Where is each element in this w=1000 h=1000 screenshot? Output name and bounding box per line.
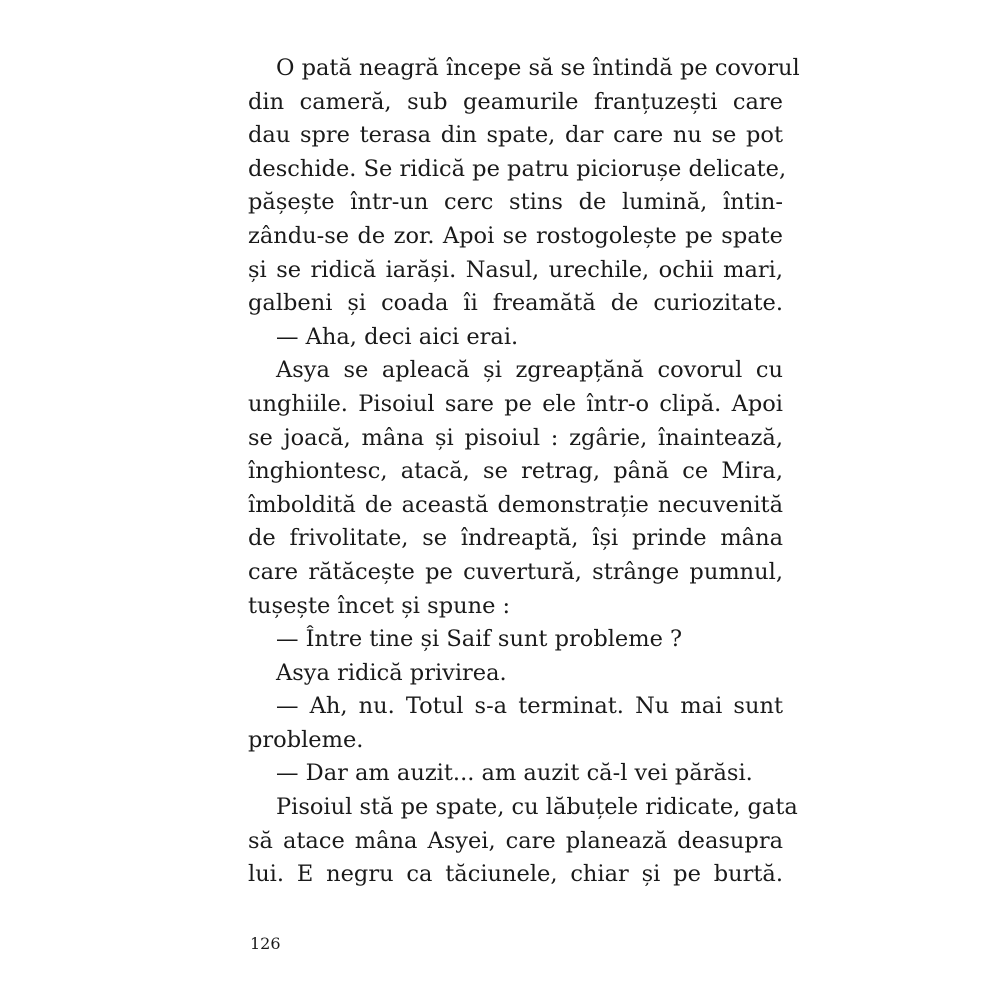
text-line-21: probleme.	[248, 726, 364, 753]
text-line-19: Asya ridică privirea.	[276, 659, 507, 686]
text-line-8: galbeni și coada îi freamătă de curiozitate.	[248, 290, 783, 317]
text-line-20: — Ah, nu. Totul s-a terminat. Nu mai sunt	[276, 693, 783, 720]
text-line-13: înghiontesc, atacă, se retrag, până ce Mira,	[248, 458, 783, 485]
text-line-18: — Între tine și Saif sunt probleme ?	[276, 626, 683, 653]
text-line-15: de frivolitate, se îndreaptă, își prinde mâna	[248, 525, 783, 552]
text-line-5: pășește într-un cerc stins de lumină, întin-	[248, 189, 783, 216]
text-line-24: să atace mâna Asyei, care planează deasupra	[248, 827, 783, 854]
text-line-14: îmboldită de această demonstrație necuvenită	[248, 491, 783, 518]
text-line-10: Asya se apleacă și zgreapțănă covorul cu	[276, 357, 783, 384]
page-number: 126	[250, 934, 281, 953]
text-line-9: — Aha, deci aici erai.	[276, 323, 519, 350]
text-line-3: dau spre terasa din spate, dar care nu se pot	[248, 122, 783, 149]
text-line-16: care rătăcește pe cuvertură, strânge pumnul,	[248, 558, 783, 585]
text-line-23: Pisoiul stă pe spate, cu lăbuțele ridicate, gata	[276, 794, 798, 821]
text-line-12: se joacă, mâna și pisoiul : zgârie, înaintează,	[248, 424, 783, 451]
text-line-7: și se ridică iarăși. Nasul, urechile, ochii mari,	[248, 256, 783, 283]
page-body-text	[248, 52, 800, 892]
text-line-25: lui. E negru ca tăciunele, chiar și pe burtă.	[248, 861, 783, 888]
text-line-4: deschide. Se ridică pe patru piciorușe delicate,	[248, 155, 787, 182]
text-line-22: — Dar am auzit... am auzit că-l vei părăsi.	[276, 760, 753, 787]
text-line-6: zându-se de zor. Apoi se rostogolește pe spate	[248, 222, 783, 249]
text-line-1: O pată neagră începe să se întindă pe covorul	[276, 55, 800, 81]
text-line-11: unghiile. Pisoiul sare pe ele într-o clipă. Apoi	[248, 390, 783, 417]
text-line-17: tușește încet și spune :	[248, 592, 511, 619]
text-line-2: din cameră, sub geamurile franțuzești care	[248, 88, 783, 115]
